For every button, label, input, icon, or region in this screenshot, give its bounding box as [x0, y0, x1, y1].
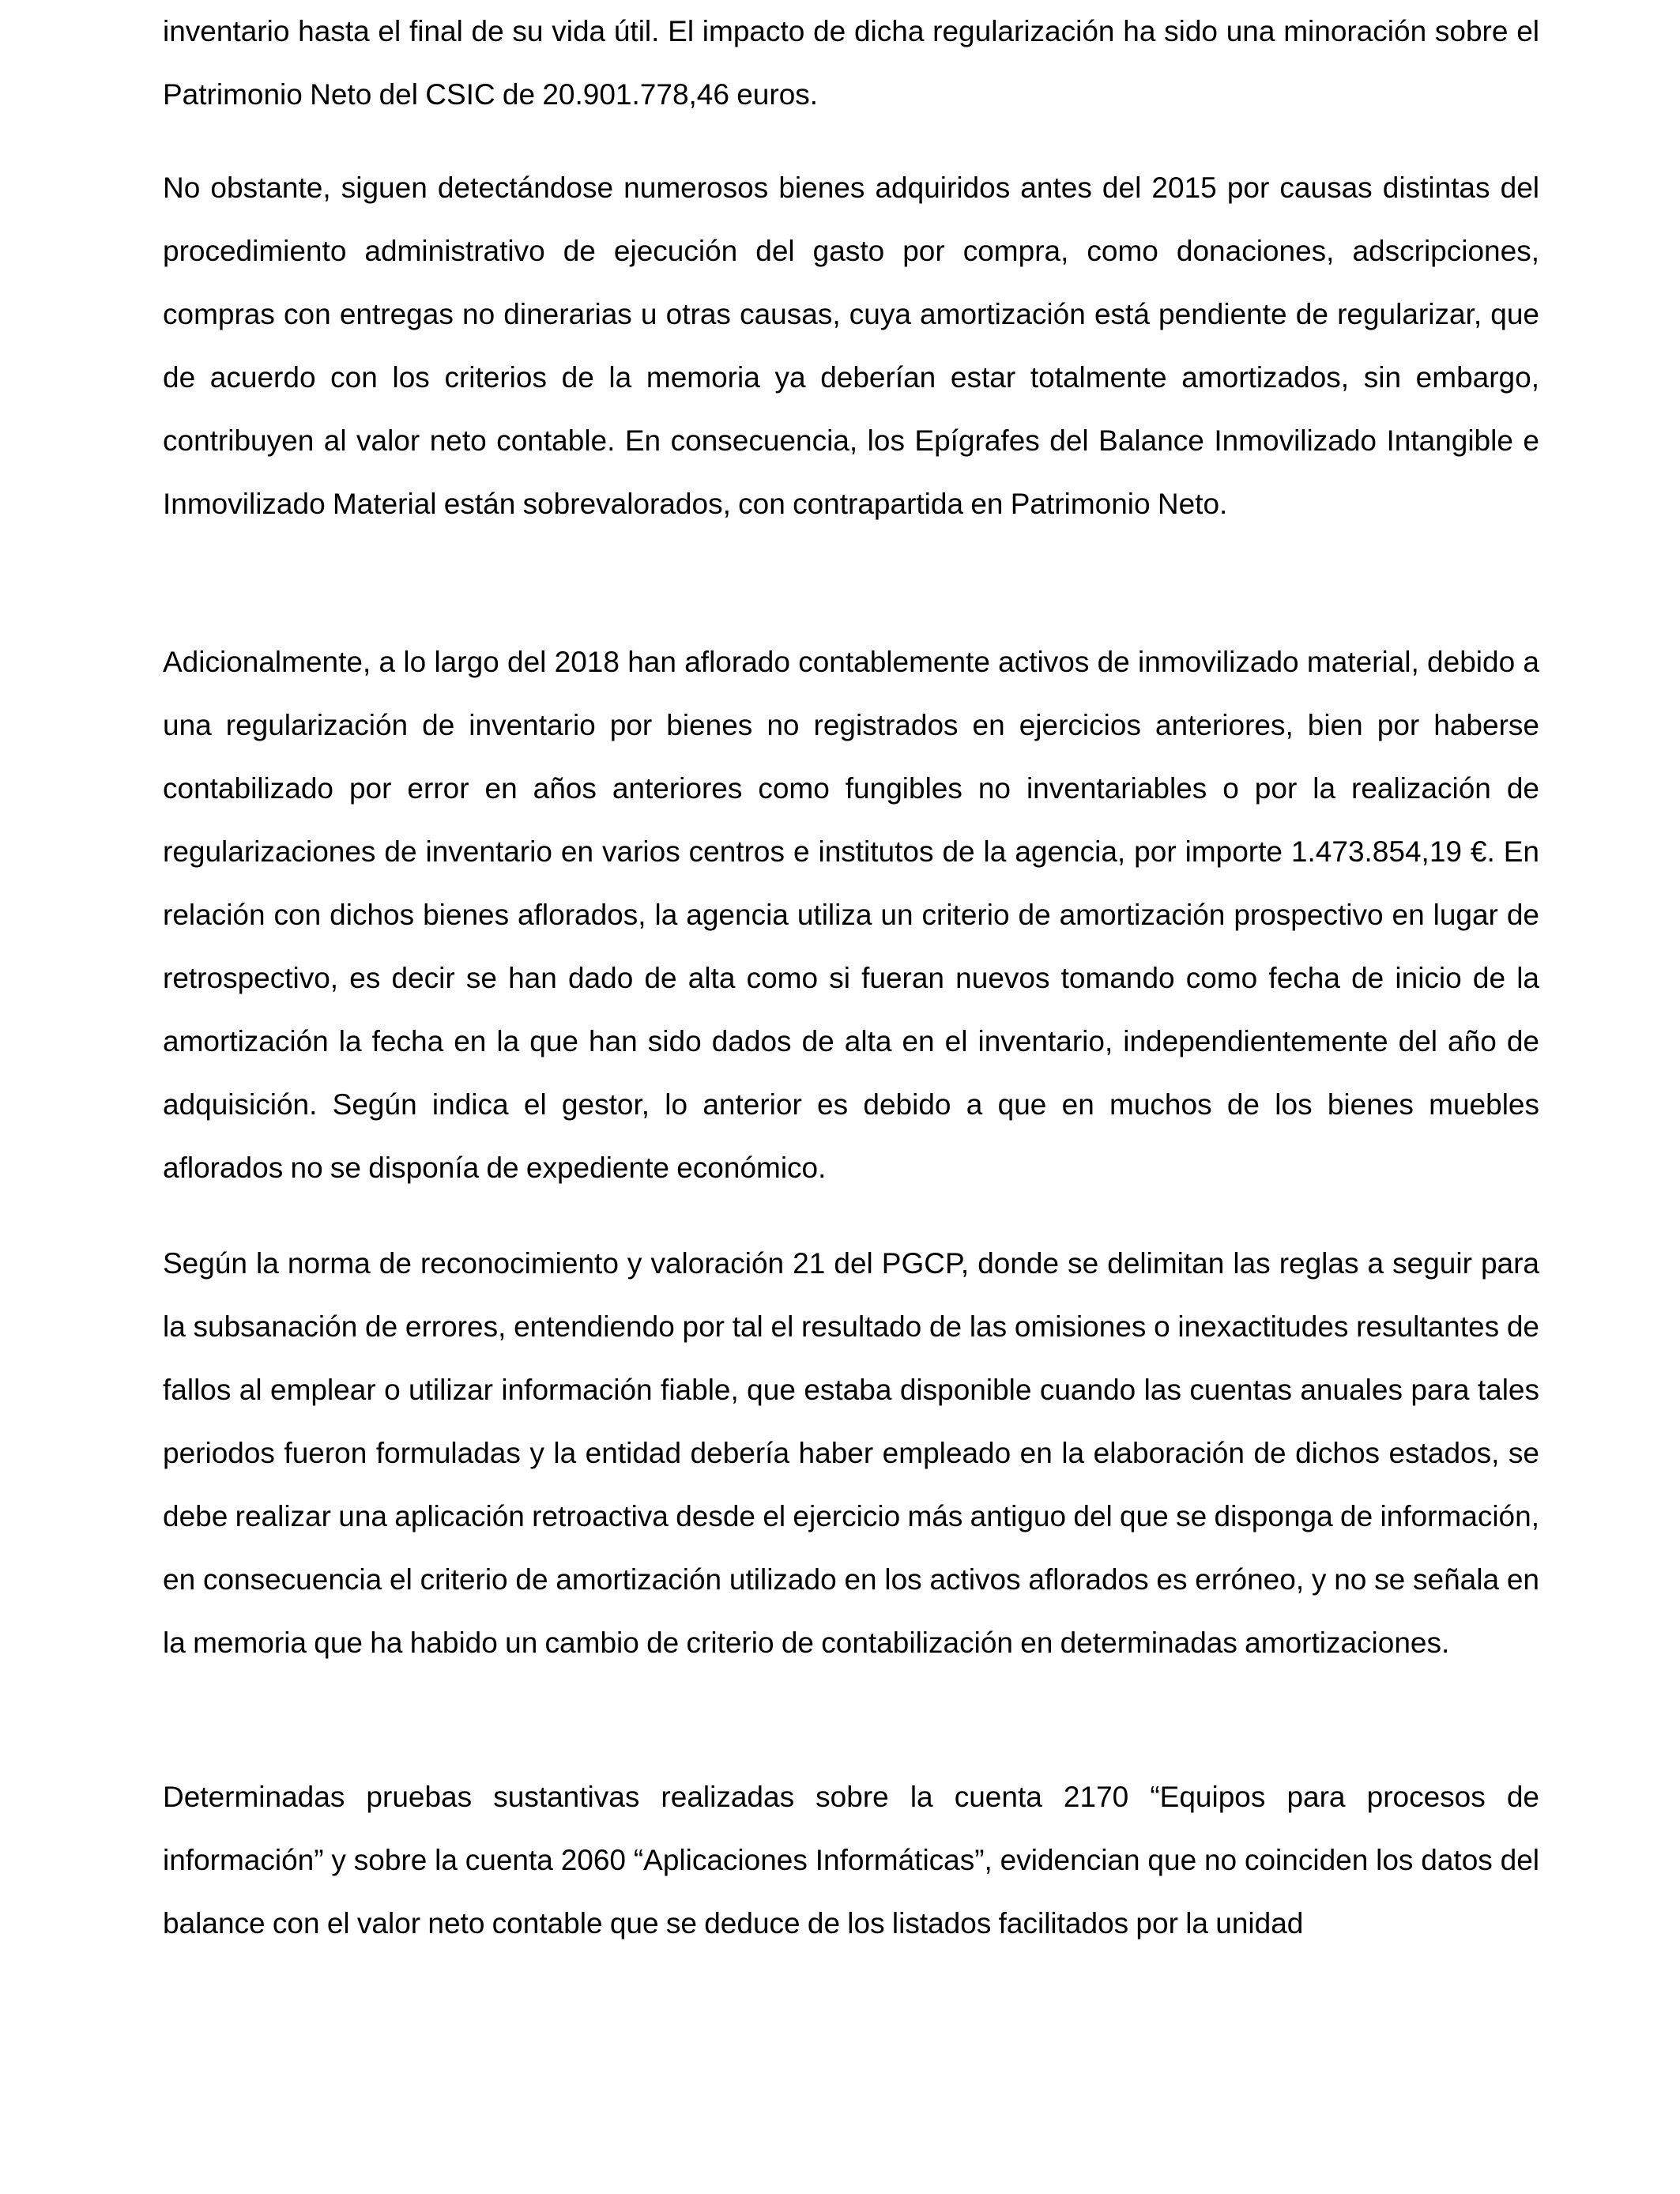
paragraph-2: No obstante, siguen detectándose numerosos bienes adquiridos antes del 2015 por causas distintas del procedimiento administrativo de ejecución del gasto por compra, como donaciones, adscripciones, compras con entregas no dinerarias u otras causas, cuya amortización está pendiente de regularizar, que de acuerdo con los criterios de la memoria ya deberían estar totalmente amortizados, sin embargo, contribuyen al valor neto contable. En consecuencia, los Epígrafes del Balance Inmovilizado Intangible e Inmovilizado Material están sobrevalorados, con contrapartida en Patrimonio Neto. — [163, 172, 1539, 520]
paragraph-4: Según la norma de reconocimiento y valoración 21 del PGCP, donde se delimitan las reglas a seguir para la subsanación de errores, entendiendo por tal el resultado de las omisiones o inexactitudes resultantes de fallos al emplear o utilizar información fiable, que estaba disponible cuando las cuentas anuales para tales periodos fueron formuladas y la entidad debería haber empleado en la elaboración de dichos estados, se debe realizar una aplicación retroactiva desde el ejercicio más antiguo del que se disponga de información, en consecuencia el criterio de amortización utilizado en los activos aflorados es erróneo, y no se señala en la memoria que ha habido un cambio de criterio de contabilización en determinadas amortizaciones. — [163, 1247, 1539, 1659]
paragraph-1: inventario hasta el final de su vida útil. El impacto de dicha regularización ha sido una minoración sobre el Patrimonio Neto del CSIC de 20.901.778,46 euros. — [163, 15, 1539, 111]
paragraph-3: Adicionalmente, a lo largo del 2018 han aflorado contablemente activos de inmovilizado material, debido a una regularización de inventario por bienes no registrados en ejercicios anteriores, bien por haberse contabilizado por error en años anteriores como fungibles no inventariables o por la realización de regularizaciones de inventario en varios centros e institutos de la agencia, por importe 1.473.854,19 €. En relación con dichos bienes aflorados, la agencia utiliza un criterio de amortización prospectivo en lugar de retrospectivo, es decir se han dado de alta como si fueran nuevos tomando como fecha de inicio de la amortización la fecha en la que han sido dados de alta en el inventario, independientemente del año de adquisición. Según indica el gestor, lo anterior es debido a que en muchos de los bienes muebles aflorados no se disponía de expediente económico. — [163, 646, 1539, 1184]
document-page — [163, 0, 1539, 2194]
paragraph-5: Determinadas pruebas sustantivas realizadas sobre la cuenta 2170 “Equipos para procesos de información” y sobre la cuenta 2060 “Aplicaciones Informáticas”, evidencian que no coinciden los datos del balance con el valor neto contable que se deduce de los listados facilitados por la unidad — [163, 1781, 1539, 1940]
